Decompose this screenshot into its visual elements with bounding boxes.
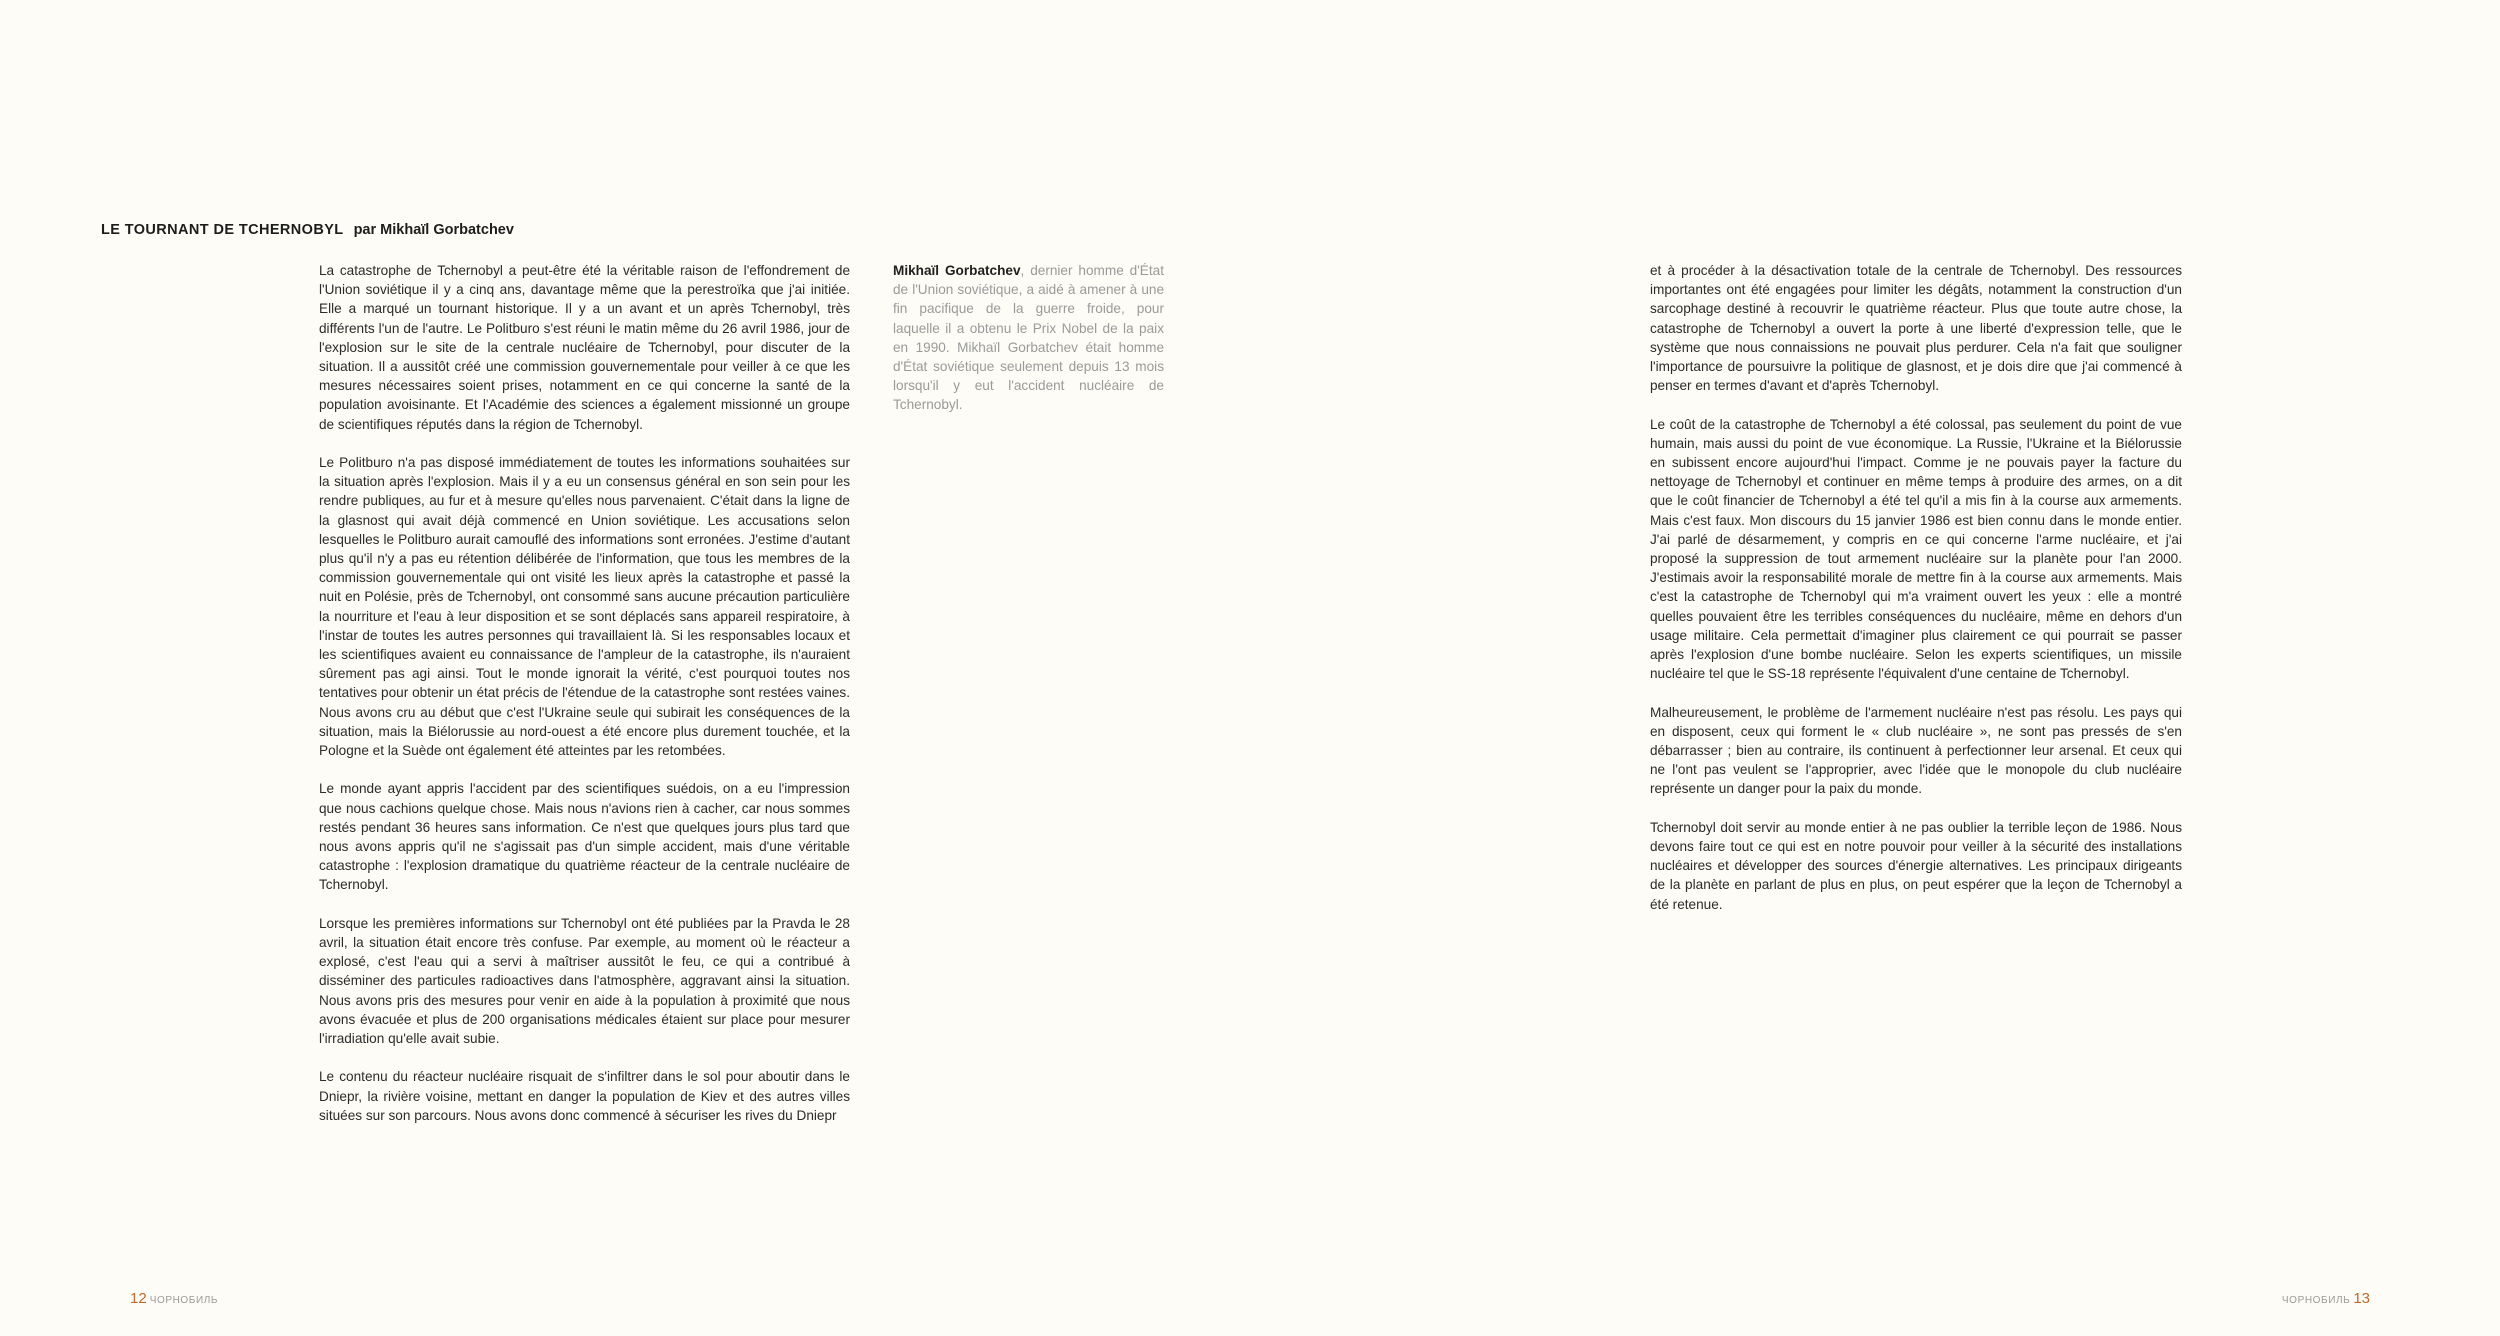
paragraph: Malheureusement, le problème de l'armement nucléaire n'est pas résolu. Les pays qui en disposent, ceux qui forment le « club nucléaire », ne sont pas pressés de s'en débarrasser ; bien au contraire, ils continuent à perfectionner leur arsenal. Et ceux qui ne l'ont pas veulent se l'approprier, avec l'idée que le monopole du club nucléaire représente un danger pour la paix du monde. (1650, 704, 2182, 797)
folio-right (2279, 1290, 2370, 1307)
author-sidenote (893, 261, 1164, 415)
running-title-left: ЧОРНОБИЛЬ (149, 1295, 219, 1306)
paragraph: Le Politburo n'a pas disposé immédiatement de toutes les informations souhaitées sur la situation après l'explosion. Mais il y a eu un consensus général en son sein pour les rendre publiques, au fur et à mesure qu'elles nous parvenaient. C'était dans la ligne de la glasnost qui avait déjà commencé en Union soviétique. Les accusations selon lesquelles le Politburo aurait camouflé des informations sont erronées. J'estime d'autant plus qu'il n'y a pas eu rétention délibérée de l'information, que tous les membres de la commission gouvernementale qui ont visité les lieux après la catastrophe et passé la nuit en Polésie, près de Tchernobyl, ont consommé sans aucune précaution particulière la nourriture et l'eau à leur disposition et se sont déplacés sans appareil respiratoire, à l'instar de toutes les autres personnes qui travaillaient là. Si les responsables locaux et les scientifiques avaient eu connaissance de l'ampleur de la catastrophe, ils n'auraient sûrement pas agi ainsi. Tout le monde ignorait la vérité, c'est pourquoi toutes nos tentatives pour obtenir un état précis de l'étendue de la catastrophe sont restées vaines. Nous avons cru au début que c'est l'Ukraine seule qui subirait les conséquences de la situation, mais la Biélorussie au nord-ouest a été encore plus durement touchée, et la Pologne et la Suède ont également été atteintes par les retombées. (319, 455, 850, 759)
folio-left (130, 1290, 221, 1307)
text-column-left (319, 261, 850, 1144)
sidenote-text: , dernier homme d'État de l'Union soviétique, a aidé à amener à une fin pacifique de la guerre froide, pour laquelle il a obtenu le Prix Nobel de la paix en 1990. Mikhaïl Gorbatchev était homme d'État soviétique seulement depuis 13 mois lorsqu'il y eut l'accident nucléaire de Tchernobyl. (893, 263, 1164, 413)
paragraph: Le coût de la catastrophe de Tchernobyl a été colossal, pas seulement du point de vue humain, mais aussi du point de vue économique. La Russie, l'Ukraine et la Biélorussie en subissent encore aujourd'hui l'impact. Comme je ne pouvais payer la facture du nettoyage de Tchernobyl et continuer en même temps à produire des armes, on a dit que le coût financier de Tchernobyl a été tel qu'il a mis fin à la course aux armements. Mais c'est faux. Mon discours du 15 janvier 1986 est bien connu dans le monde entier. J'ai parlé de désarmement, y compris en ce qui concerne l'arme nucléaire, et j'ai proposé la suppression de tout armement nucléaire sur la planète pour l'an 2000. J'estimais avoir la responsabilité morale de mettre fin à la course aux armements. Mais c'est la catastrophe de Tchernobyl qui m'a vraiment ouvert les yeux : elle a montré quelles pouvaient être les terribles conséquences du nucléaire, même en dehors d'un usage militaire. Cela permettait d'imaginer plus clairement ce qui pourrait se passer après l'explosion d'une bombe nucléaire. Selon les experts scientifiques, un missile nucléaire tel que le SS-18 représente l'équivalent d'une centaine de Tchernobyl. (1650, 416, 2182, 682)
text-column-right (1650, 261, 2182, 933)
article-header (101, 222, 514, 238)
right-page (1250, 0, 2500, 1336)
page-number-right: 13 (2353, 1290, 2370, 1307)
article-byline: par Mikhaïl Gorbatchev (353, 222, 514, 238)
sidenote-author-name: Mikhaïl Gorbatchev (893, 263, 1021, 278)
paragraph: Lorsque les premières informations sur Tchernobyl ont été publiées par la Pravda le 28 avril, la situation était encore très confuse. Par exemple, au moment où le réacteur a explosé, c'est l'eau qui a servi à maîtriser aussitôt le feu, ce qui a contribué à disséminer des particules radioactives dans l'atmosphère, aggravant ainsi la situation. Nous avons pris des mesures pour venir en aide à la population à proximité que nous avons évacuée et plus de 200 organisations médicales étaient sur place pour mesurer l'irradiation qu'elle avait subie. (319, 915, 850, 1047)
running-title-right: ЧОРНОБИЛЬ (2281, 1295, 2351, 1306)
paragraph: Le contenu du réacteur nucléaire risquait de s'infiltrer dans le sol pour aboutir dans le Dniepr, la rivière voisine, mettant en danger la population de Kiev et des autres villes situées sur son parcours. Nous avons donc commencé à sécuriser les rives du Dniepr (319, 1069, 850, 1123)
paragraph: et à procéder à la désactivation totale de la centrale de Tchernobyl. Des ressources importantes ont été engagées pour limiter les dégâts, notamment la construction d'un sarcophage destiné à recouvrir le quatrième réacteur. Plus que toute autre chose, la catastrophe de Tchernobyl a ouvert la porte à une liberté d'expression telle, que le système que nous connaissions ne pouvait plus perdurer. Cela n'a fait que souligner l'importance de poursuivre la politique de glasnost, et je dois dire que j'ai commencé à penser en termes d'avant et d'après Tchernobyl. (1650, 263, 2182, 394)
page-number-left: 12 (130, 1290, 147, 1307)
article-rubric: LE TOURNANT DE TCHERNOBYL (101, 222, 344, 238)
paragraph: Tchernobyl doit servir au monde entier à ne pas oublier la terrible leçon de 1986. Nous devons faire tout ce qui est en notre pouvoir pour veiller à la sécurité des installations nucléaires et développer des sources d'énergie alternatives. Les principaux dirigeants de la planète en parlant de plus en plus, on peut espérer que la leçon de Tchernobyl a été retenue. (1650, 819, 2182, 912)
paragraph: Le monde ayant appris l'accident par des scientifiques suédois, on a eu l'impression que nous cachions quelque chose. Mais nous n'avions rien à cacher, car nous sommes restés pendant 36 heures sans information. Ce n'est que quelques jours plus tard que nous avons appris qu'il ne s'agissait pas d'un simple accident, mais d'une véritable catastrophe : l'explosion dramatique du quatrième réacteur de la centrale nucléaire de Tchernobyl. (319, 781, 850, 893)
paragraph: La catastrophe de Tchernobyl a peut-être été la véritable raison de l'effondrement de l'Union soviétique il y a cinq ans, davantage même que la perestroïka que j'ai initiée. Elle a marqué un tournant historique. Il y a un avant et un après Tchernobyl, très différents l'un de l'autre. Le Politburo s'est réuni le matin même du 26 avril 1986, jour de l'explosion sur le site de la centrale nucléaire de Tchernobyl, pour discuter de la situation. Il a aussitôt créé une commission gouvernementale pour veiller à ce que les mesures nécessaires soient prises, notamment en ce qui concerne la santé de la population avoisinante. Et l'Académie des sciences a également missionné un groupe de scientifiques réputés dans la région de Tchernobyl. (319, 263, 850, 432)
